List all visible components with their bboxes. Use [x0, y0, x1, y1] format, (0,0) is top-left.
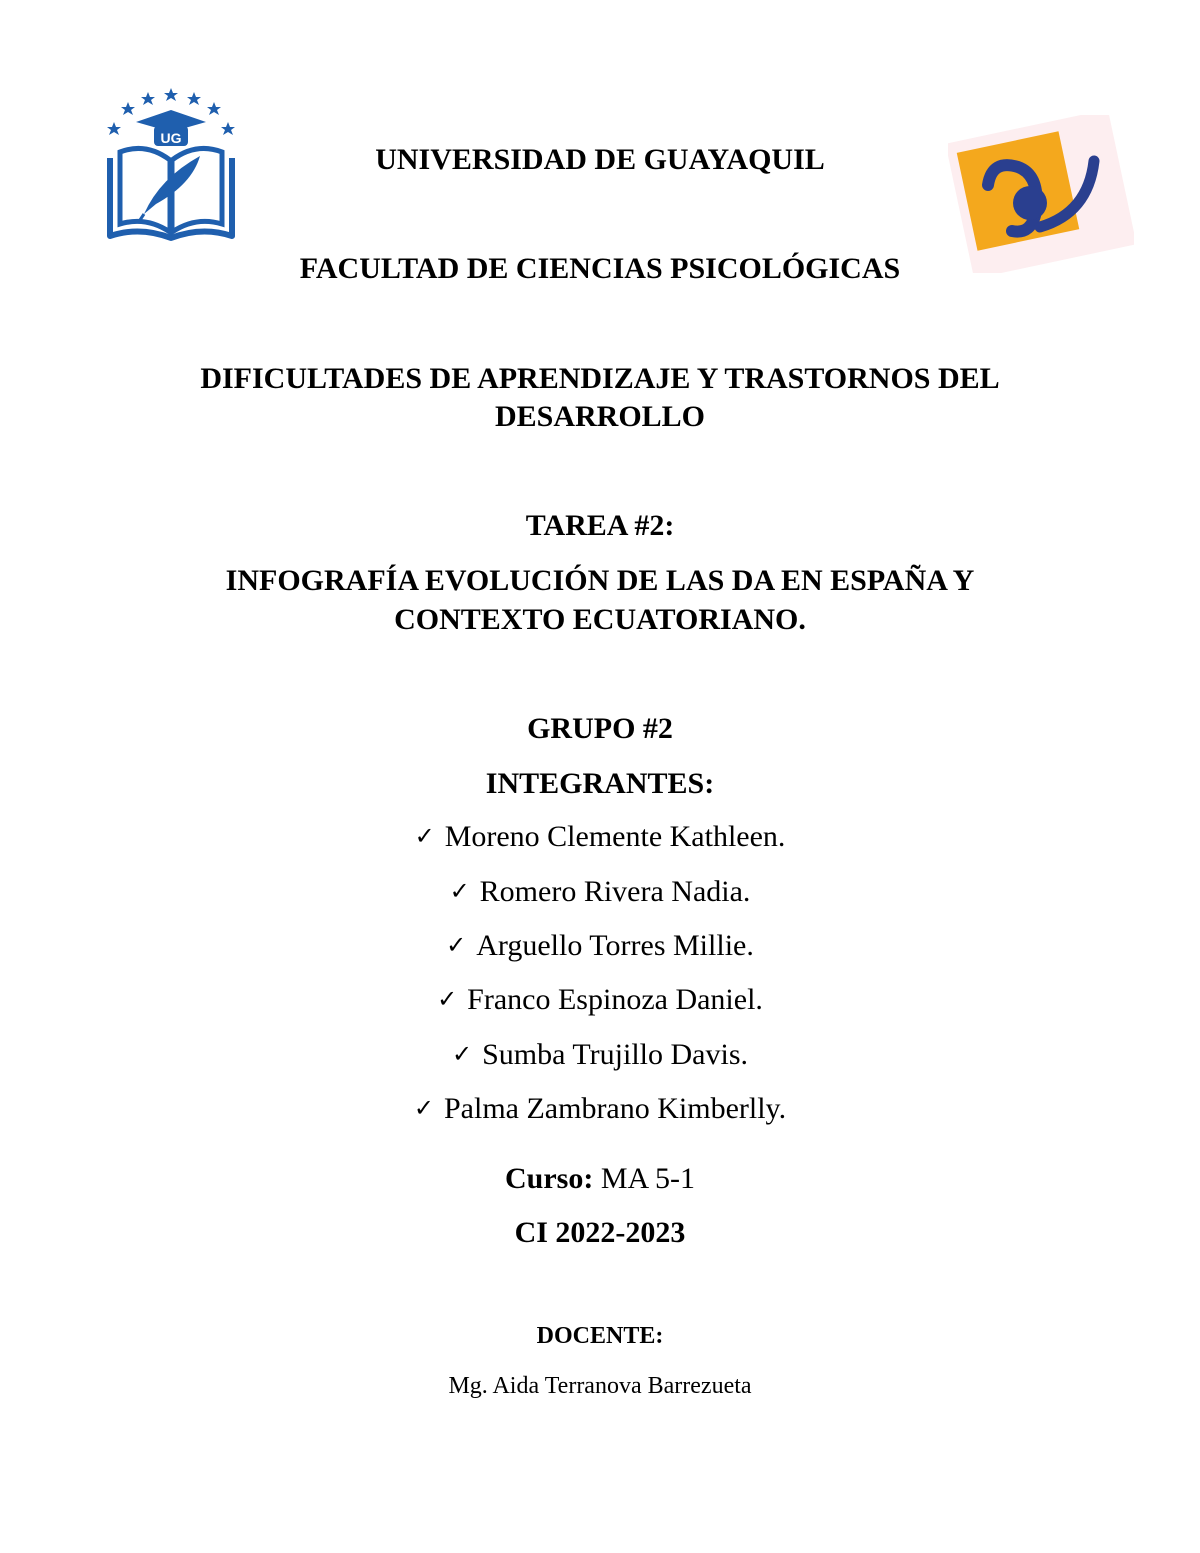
star-icon [187, 92, 201, 105]
list-item: ✓ Sumba Trujillo Davis. [452, 1038, 748, 1071]
task-label: TAREA #2: [525, 509, 675, 542]
teacher-name: Mg. Aida Terranova Barrezueta [448, 1373, 752, 1399]
faculty-name: FACULTAD DE CIENCIAS PSICOLÓGICAS [299, 252, 901, 285]
checkmark-icon: ✓ [449, 877, 470, 905]
star-icon [221, 122, 235, 135]
logo-initials: UG [160, 130, 182, 146]
checkmark-icon: ✓ [414, 822, 435, 850]
list-item: ✓ Palma Zambrano Kimberlly. [413, 1092, 787, 1125]
subject-title-line2: DESARROLLO [494, 400, 706, 433]
task-title-line1: INFOGRAFÍA EVOLUCIÓN DE LAS DA EN ESPAÑA Y [225, 564, 975, 597]
list-item: ✓ Arguello Torres Millie. [446, 929, 754, 962]
star-icon [141, 92, 155, 105]
checkmark-icon: ✓ [413, 1094, 434, 1122]
star-icon [164, 88, 178, 101]
checkmark-icon: ✓ [446, 931, 467, 959]
course-value: MA 5-1 [600, 1162, 696, 1195]
members-heading: INTEGRANTES: [485, 767, 715, 800]
star-icon [207, 102, 221, 115]
group-label: GRUPO #2 [527, 712, 673, 745]
list-item: ✓ Franco Espinoza Daniel. [437, 983, 763, 1016]
course-line [0, 1162, 1200, 1196]
list-item: ✓ Moreno Clemente Kathleen. [414, 820, 786, 853]
course-label: Curso: [504, 1162, 594, 1195]
university-name: UNIVERSIDAD DE GUAYAQUIL [375, 143, 825, 176]
checkmark-icon: ✓ [437, 985, 458, 1013]
academic-cycle: CI 2022-2023 [514, 1216, 686, 1249]
faculty-logo [948, 115, 1134, 273]
checkmark-icon: ✓ [452, 1040, 473, 1068]
task-title-line2: CONTEXTO ECUATORIANO. [394, 603, 806, 636]
star-icon [107, 122, 121, 135]
subject-title-line1: DIFICULTADES DE APRENDIZAJE Y TRASTORNOS DEL [200, 362, 1000, 395]
star-icon [121, 102, 135, 115]
list-item: ✓ Romero Rivera Nadia. [449, 875, 751, 908]
teacher-label: DOCENTE: [536, 1323, 664, 1349]
